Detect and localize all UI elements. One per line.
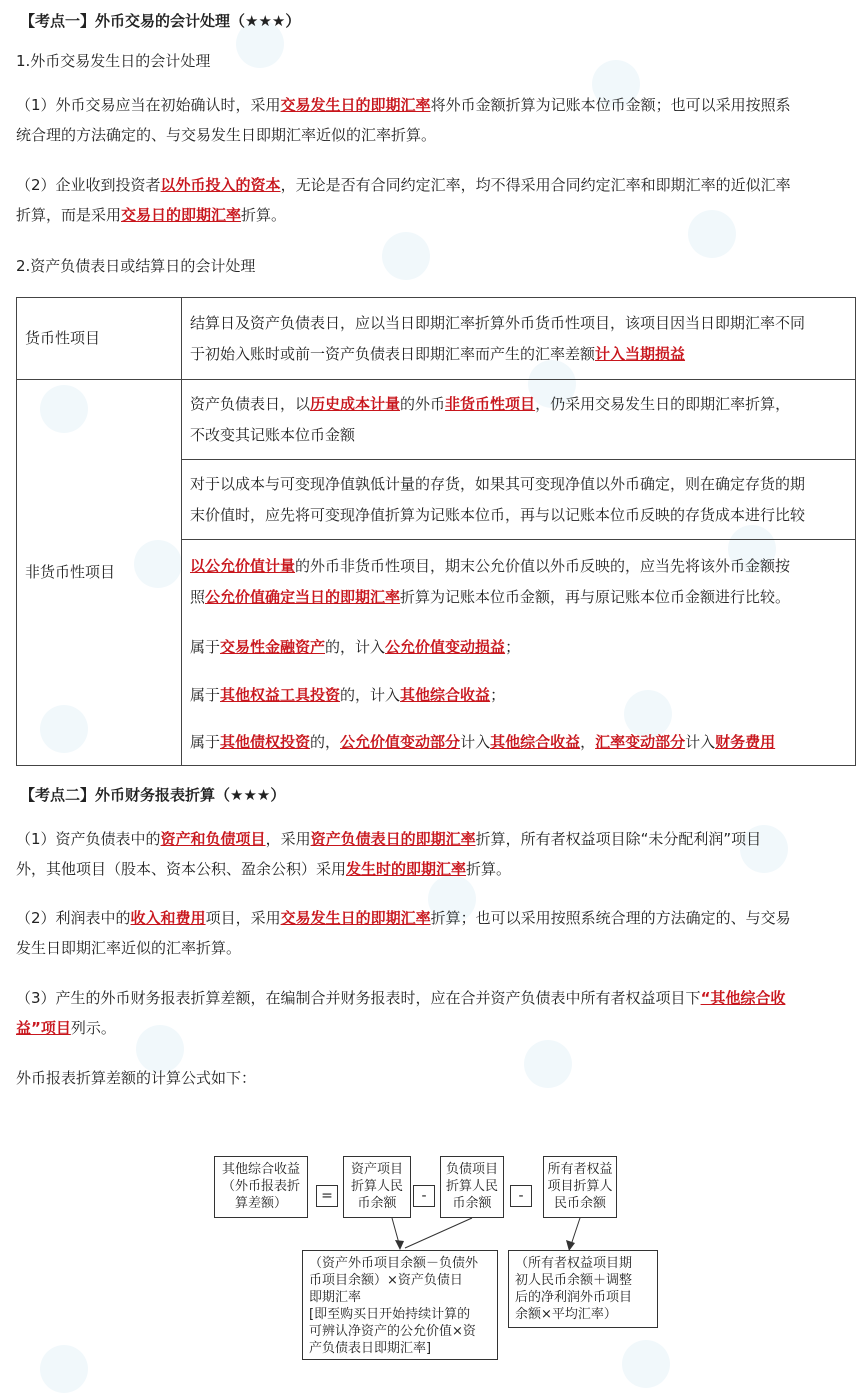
section1-heading: 【考点一】外币交易的会计处理（★★★） [20, 12, 301, 30]
section1-subheading-1: 1.外币交易发生日的会计处理 [16, 52, 211, 70]
formula-intro: 外币报表折算差额的计算公式如下： [16, 1069, 257, 1087]
nonmonetary-text-1: 资产负债表日，以历史成本计量的外币非货币性项目，仍采用交易发生日的即期汇率折算， 不改变其记账本位币金额 [182, 380, 856, 460]
nonmonetary-text-4: 属于交易性金融资产的，计入公允价值变动损益； [182, 624, 856, 672]
nonmonetary-label: 非货币性项目 [17, 380, 182, 766]
box-oci-difference: 其他综合收益 （外币报表折 算差额） [214, 1156, 308, 1218]
note-equity: （所有者权益项目期 初人民币余额＋调整 后的净利润外币项目 余额×平均汇率） [508, 1250, 658, 1328]
box-liability-rmb: 负债项目 折算人民 币余额 [440, 1156, 504, 1218]
section2-heading: 【考点二】外币财务报表折算（★★★） [20, 786, 286, 804]
minus-sign-2: - [510, 1185, 532, 1207]
box-equity-rmb: 所有者权益 项目折算人 民币余额 [543, 1156, 617, 1218]
equals-sign: = [316, 1185, 338, 1207]
monetary-label: 货币性项目 [17, 298, 182, 380]
section1-subheading-2: 2.资产负债表日或结算日的会计处理 [16, 257, 256, 275]
nonmonetary-text-3: 以公允价值计量的外币非货币性项目，期末公允价值以外币反映的，应当先将该外币金额按 照公允价值确定当日的即期汇率折算为记账本位币金额，再与原记账本位币金额进行比较。 [182, 540, 856, 624]
nonmonetary-text-5: 属于其他权益工具投资的，计入其他综合收益； [182, 672, 856, 720]
section2-paragraph-2: （2）利润表中的收入和费用项目，采用交易发生日的即期汇率折算；也可以采用按照系统合理的方法确定的、与交易 发生日即期汇率近似的汇率折算。 [16, 909, 791, 957]
section1-paragraph-2: （2）企业收到投资者以外币投入的资本，无论是否有合同约定汇率，均不得采用合同约定汇率和即期汇率的近似汇率 折算，而是采用交易日的即期汇率折算。 [16, 176, 791, 224]
nonmonetary-text-2: 对于以成本与可变现净值孰低计量的存货，如果其可变现净值以外币确定，则在确定存货的期 末价值时，应先将可变现净值折算为记账本位币，再与以记账本位币反映的存货成本进行比较 [182, 460, 856, 540]
monetary-text: 结算日及资产负债表日，应以当日即期汇率折算外币货币性项目，该项目因当日即期汇率不同 于初始入账时或前一资产负债表日即期汇率而产生的汇率差额计入当期损益 [182, 298, 856, 380]
nonmonetary-text-6: 属于其他债权投资的，公允价值变动部分计入其他综合收益，汇率变动部分计入财务费用 [182, 720, 856, 766]
minus-sign-1: - [413, 1185, 435, 1207]
section1-paragraph-1: （1）外币交易应当在初始确认时，采用交易发生日的即期汇率将外币金额折算为记账本位币金额；也可以采用按照系 统合理的方法确定的、与交易发生日即期汇率近似的汇率折算。 [16, 96, 791, 144]
note-net-assets: （资产外币项目余额－负债外 币项目余额）×资产负债日 即期汇率 [即至购买日开始持续计算的 可辨认净资产的公允价值×资 产负债表日即期汇率] [302, 1250, 498, 1360]
section2-paragraph-3: （3）产生的外币财务报表折算差额，在编制合并财务报表时，应在合并资产负债表中所有者权益项目下“其他综合收 益”项目列示。 [16, 989, 786, 1037]
section2-paragraph-1: （1）资产负债表中的资产和负债项目，采用资产负债表日的即期汇率折算，所有者权益项目除“未分配利润”项目 外，其他项目（股本、资本公积、盈余公积）采用发生时的即期汇率折算。 [16, 830, 762, 878]
box-asset-rmb: 资产项目 折算人民 币余额 [343, 1156, 411, 1218]
